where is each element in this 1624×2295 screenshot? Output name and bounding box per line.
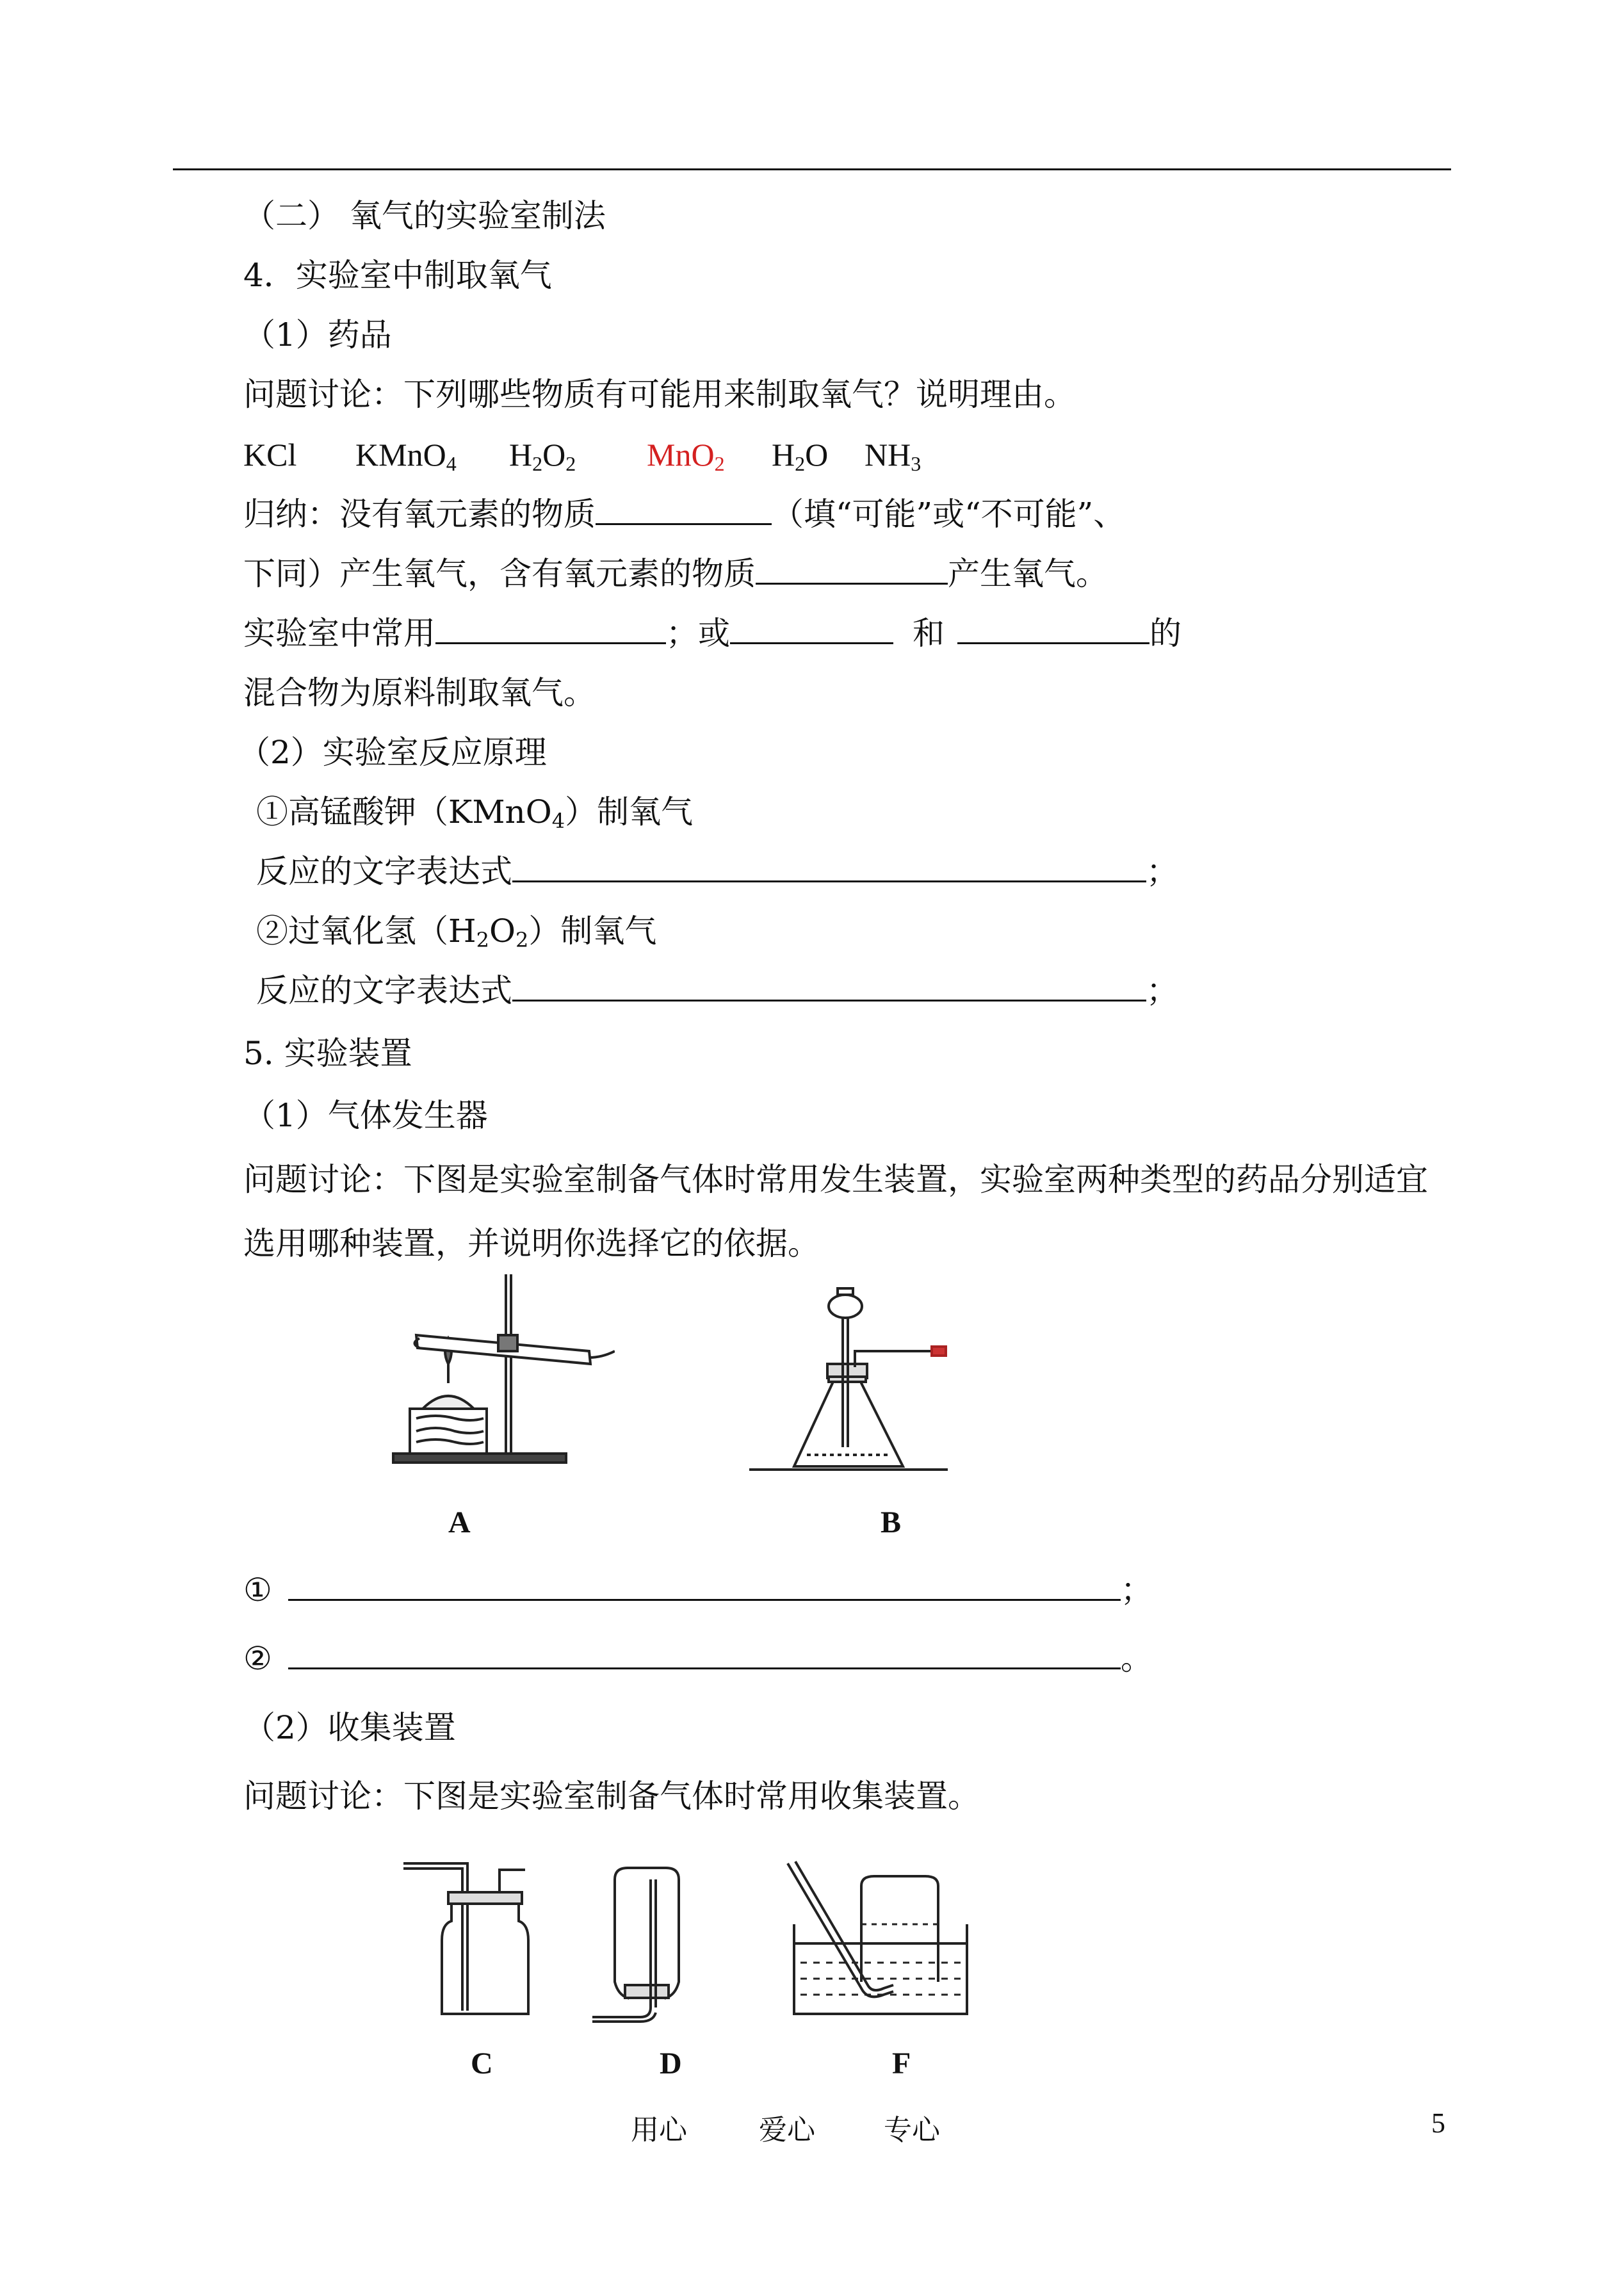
- question-1: 问题讨论：下列哪些物质有可能用来制取氧气？说明理由。: [243, 376, 1076, 413]
- label-a: A: [448, 1505, 471, 1539]
- blank-reaction-1[interactable]: [512, 852, 1146, 882]
- common-text-c: 和: [913, 615, 945, 652]
- blank-2[interactable]: [756, 555, 948, 585]
- reaction-1-expression: 反应的文字表达式 ；: [256, 853, 1178, 890]
- expression-label: 反应的文字表达式: [256, 853, 512, 890]
- apparatus-c-illustration: [403, 1857, 538, 2023]
- answer-2-line: ② 。: [243, 1640, 1153, 1677]
- section-4-2-title: （2）实验室反应原理: [238, 734, 547, 771]
- summary-text-a: 归纳：没有氧元素的物质: [243, 496, 596, 533]
- section-5-title: 5. 实验装置: [243, 1035, 412, 1072]
- reaction-2-title: ②过氧化氢$(H_2O_2)$制氧气: [256, 912, 657, 952]
- answer-2-blank[interactable]: [288, 1639, 1121, 1669]
- chemical-list: [243, 435, 921, 474]
- header-rule: [173, 168, 1451, 170]
- common-line-1: [243, 614, 1181, 653]
- summary-text-b: （填“可能”或“不可能”、: [772, 496, 1126, 533]
- expression-label: 反应的文字表达式: [256, 972, 512, 1009]
- apparatus-b-illustration: [749, 1287, 961, 1479]
- blank-3[interactable]: [435, 614, 666, 644]
- section-title: （二） 氧气的实验室制法: [243, 197, 606, 234]
- label-c: C: [471, 2047, 493, 2080]
- chemical-h2o2: $H_2O_2$: [509, 437, 576, 475]
- blank-5[interactable]: [957, 614, 1149, 644]
- answer-1-blank[interactable]: [288, 1571, 1121, 1601]
- question-2-line-2: 选用哪种装置，并说明你选择它的依据。: [243, 1225, 820, 1262]
- common-line-2: 混合物为原料制取氧气。: [243, 674, 596, 711]
- section-4-title: 4．实验室中制取氧气: [243, 257, 552, 294]
- summary-text-c: 下同）产生氧气，含有氧元素的物质: [243, 555, 756, 592]
- apparatus-d-illustration: [589, 1860, 685, 2027]
- answer-1-line: ① ；: [243, 1571, 1153, 1609]
- footer-word-1: 用心: [631, 2114, 687, 2146]
- summary-line-2: [243, 555, 1108, 593]
- page-number: 5: [1431, 2107, 1445, 2139]
- label-d: D: [660, 2047, 682, 2080]
- label-b: B: [881, 1505, 902, 1539]
- chemical-kmno4: KMnO$_4$: [355, 437, 457, 475]
- section-5-1-title: （1）气体发生器: [243, 1097, 488, 1134]
- section-5-2-title: （2）收集装置: [243, 1709, 456, 1746]
- chemical-nh3: $NH_3$: [865, 437, 922, 475]
- answer-2-mark: ②: [243, 1640, 272, 1677]
- common-text-a: 实验室中常用: [243, 615, 435, 652]
- common-text-b: ；或: [666, 615, 730, 652]
- blank-4[interactable]: [730, 614, 893, 644]
- apparatus-f-illustration: [781, 1860, 973, 2027]
- blank-1[interactable]: [596, 495, 772, 525]
- reaction-2-expression: 反应的文字表达式 ；: [256, 972, 1178, 1009]
- chemical-mno2: MnO$_2$: [647, 437, 725, 475]
- answer-1-mark: ①: [243, 1571, 272, 1609]
- section-4-1-title: （1）药品: [243, 316, 392, 353]
- reaction-1-title: ①高锰酸钾（KMnO$_4$）制氧气: [256, 793, 694, 833]
- question-2-line-1: 问题讨论：下图是实验室制备气体时常用发生装置，实验室两种类型的药品分别适宜: [243, 1161, 1428, 1198]
- summary-line-1: [243, 495, 1125, 533]
- question-3: 问题讨论：下图是实验室制备气体时常用收集装置。: [243, 1778, 980, 1815]
- common-text-d: 的: [1149, 615, 1181, 652]
- label-f: F: [892, 2047, 911, 2080]
- footer-word-3: 专心: [884, 2114, 940, 2146]
- apparatus-a-illustration: [384, 1274, 615, 1473]
- blank-reaction-2[interactable]: [512, 971, 1146, 1002]
- chemical-kcl: KCl: [243, 437, 297, 473]
- footer-word-2: 爱心: [759, 2114, 815, 2146]
- summary-text-d: 产生氧气。: [948, 555, 1108, 592]
- chemical-h2o: $H_2O$: [772, 437, 829, 475]
